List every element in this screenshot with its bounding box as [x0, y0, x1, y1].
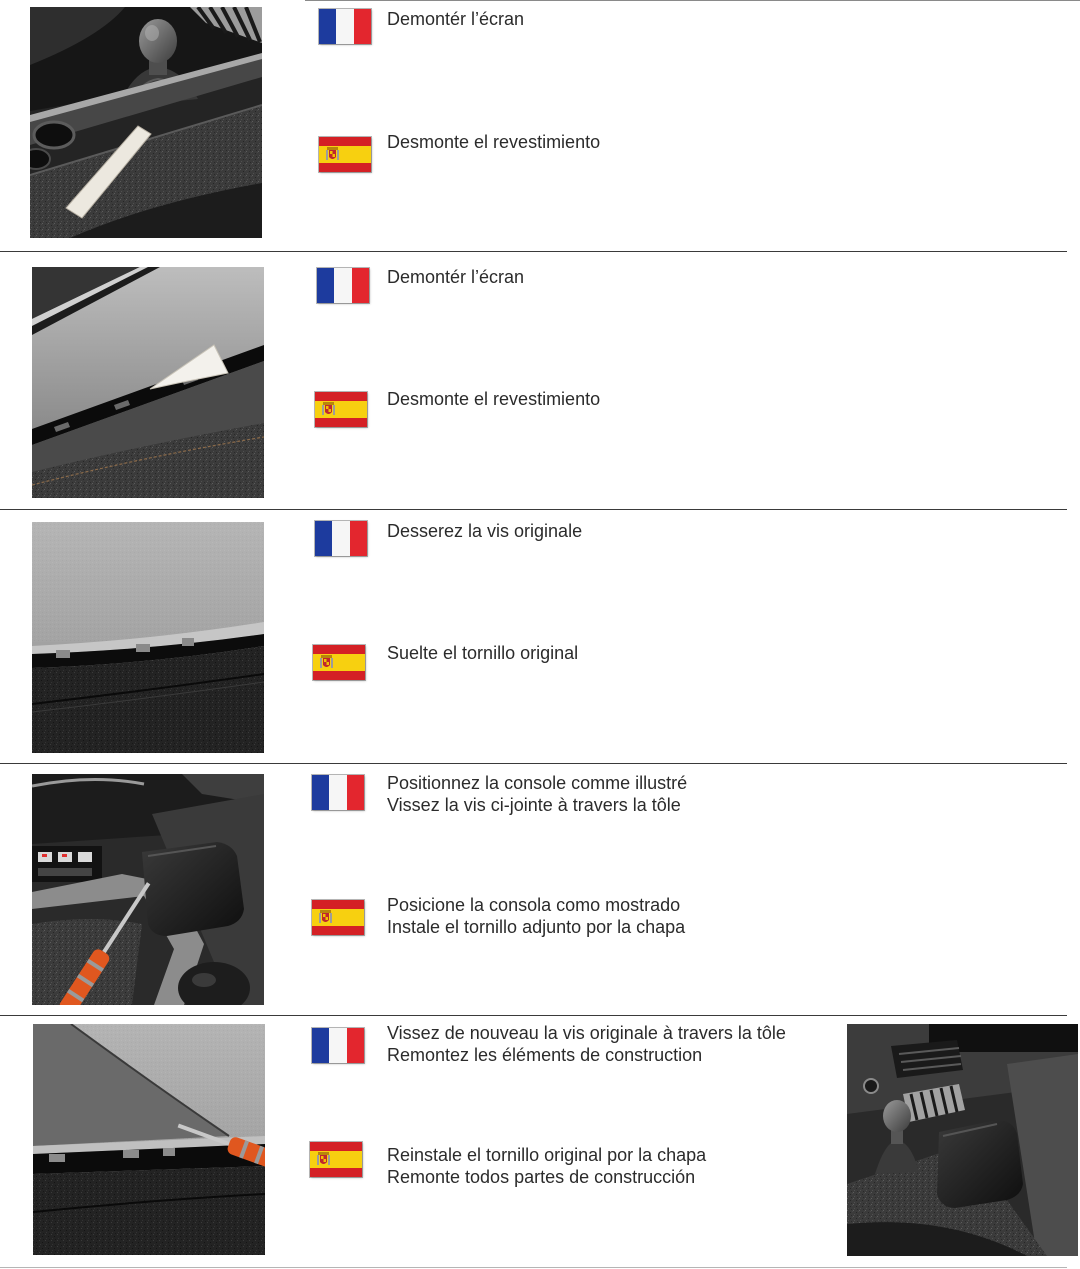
flag-france-icon: [312, 1028, 364, 1063]
coat-of-arms-icon: [320, 655, 333, 670]
step-3-spanish-text: [387, 642, 578, 664]
text-line: Desserez la vis originale: [387, 521, 583, 541]
flag-spain-icon: [310, 1142, 362, 1177]
text-line: Positionnez la console comme illustré: [387, 773, 688, 793]
step-2-spanish-text: [387, 388, 600, 410]
row-divider: [0, 763, 1067, 764]
result-photo: [847, 1024, 1078, 1256]
text-line: Desmonte el revestimiento: [387, 132, 601, 152]
flag-spain-icon: [312, 900, 364, 935]
coat-of-arms-icon: [319, 910, 332, 925]
step-1-french-text: [387, 8, 524, 30]
step-3-french-text: [387, 520, 582, 542]
text-line: Reinstale el tornillo original por la chapa: [387, 1145, 707, 1165]
flag-france-icon: [317, 268, 369, 303]
text-line: Vissez de nouveau la vis originale à travers la tôle: [387, 1023, 786, 1043]
round-button: [864, 1079, 878, 1093]
flag-france-icon: [319, 9, 371, 44]
step-1-spanish-text: [387, 131, 600, 153]
text-line: Demontér l’écran: [387, 267, 525, 287]
text-line: Demontér l’écran: [387, 9, 525, 29]
step-5-photo: [33, 1024, 265, 1255]
text-line: Instale el tornillo adjunto por la chapa: [387, 917, 686, 937]
step-2-photo: [32, 267, 264, 498]
row-divider: [0, 1015, 1067, 1016]
step-4-photo: [32, 774, 264, 1005]
console-mount: [937, 1120, 1023, 1208]
step-5-spanish-text: [387, 1144, 706, 1188]
console-mount: [142, 842, 244, 936]
text-line: Remontez les éléments de construction: [387, 1045, 703, 1065]
control-buttons: [32, 846, 102, 882]
text-line: Suelte el tornillo original: [387, 643, 579, 663]
text-line: Vissez la vis ci-jointe à travers la tôle: [387, 795, 681, 815]
bottom-divider: [0, 1267, 1067, 1268]
text-line: Remonte todos partes de construcción: [387, 1167, 696, 1187]
flag-spain-icon: [315, 392, 367, 427]
text-line: Desmonte el revestimiento: [387, 389, 601, 409]
coat-of-arms-icon: [326, 147, 339, 162]
coat-of-arms-icon: [317, 1152, 330, 1167]
step-1-photo: [30, 7, 262, 238]
flag-france-icon: [315, 521, 367, 556]
step-5-french-text: [387, 1022, 786, 1066]
step-4-french-text: [387, 772, 687, 816]
step-2-french-text: [387, 266, 524, 288]
flag-spain-icon: [319, 137, 371, 172]
coat-of-arms-icon: [322, 402, 335, 417]
flag-france-icon: [312, 775, 364, 810]
top-divider: [305, 0, 1080, 1]
flag-spain-icon: [313, 645, 365, 680]
text-line: Posicione la consola como mostrado: [387, 895, 681, 915]
row-divider: [0, 251, 1067, 252]
step-3-photo: [32, 522, 264, 753]
row-divider: [0, 509, 1067, 510]
step-4-spanish-text: [387, 894, 685, 938]
